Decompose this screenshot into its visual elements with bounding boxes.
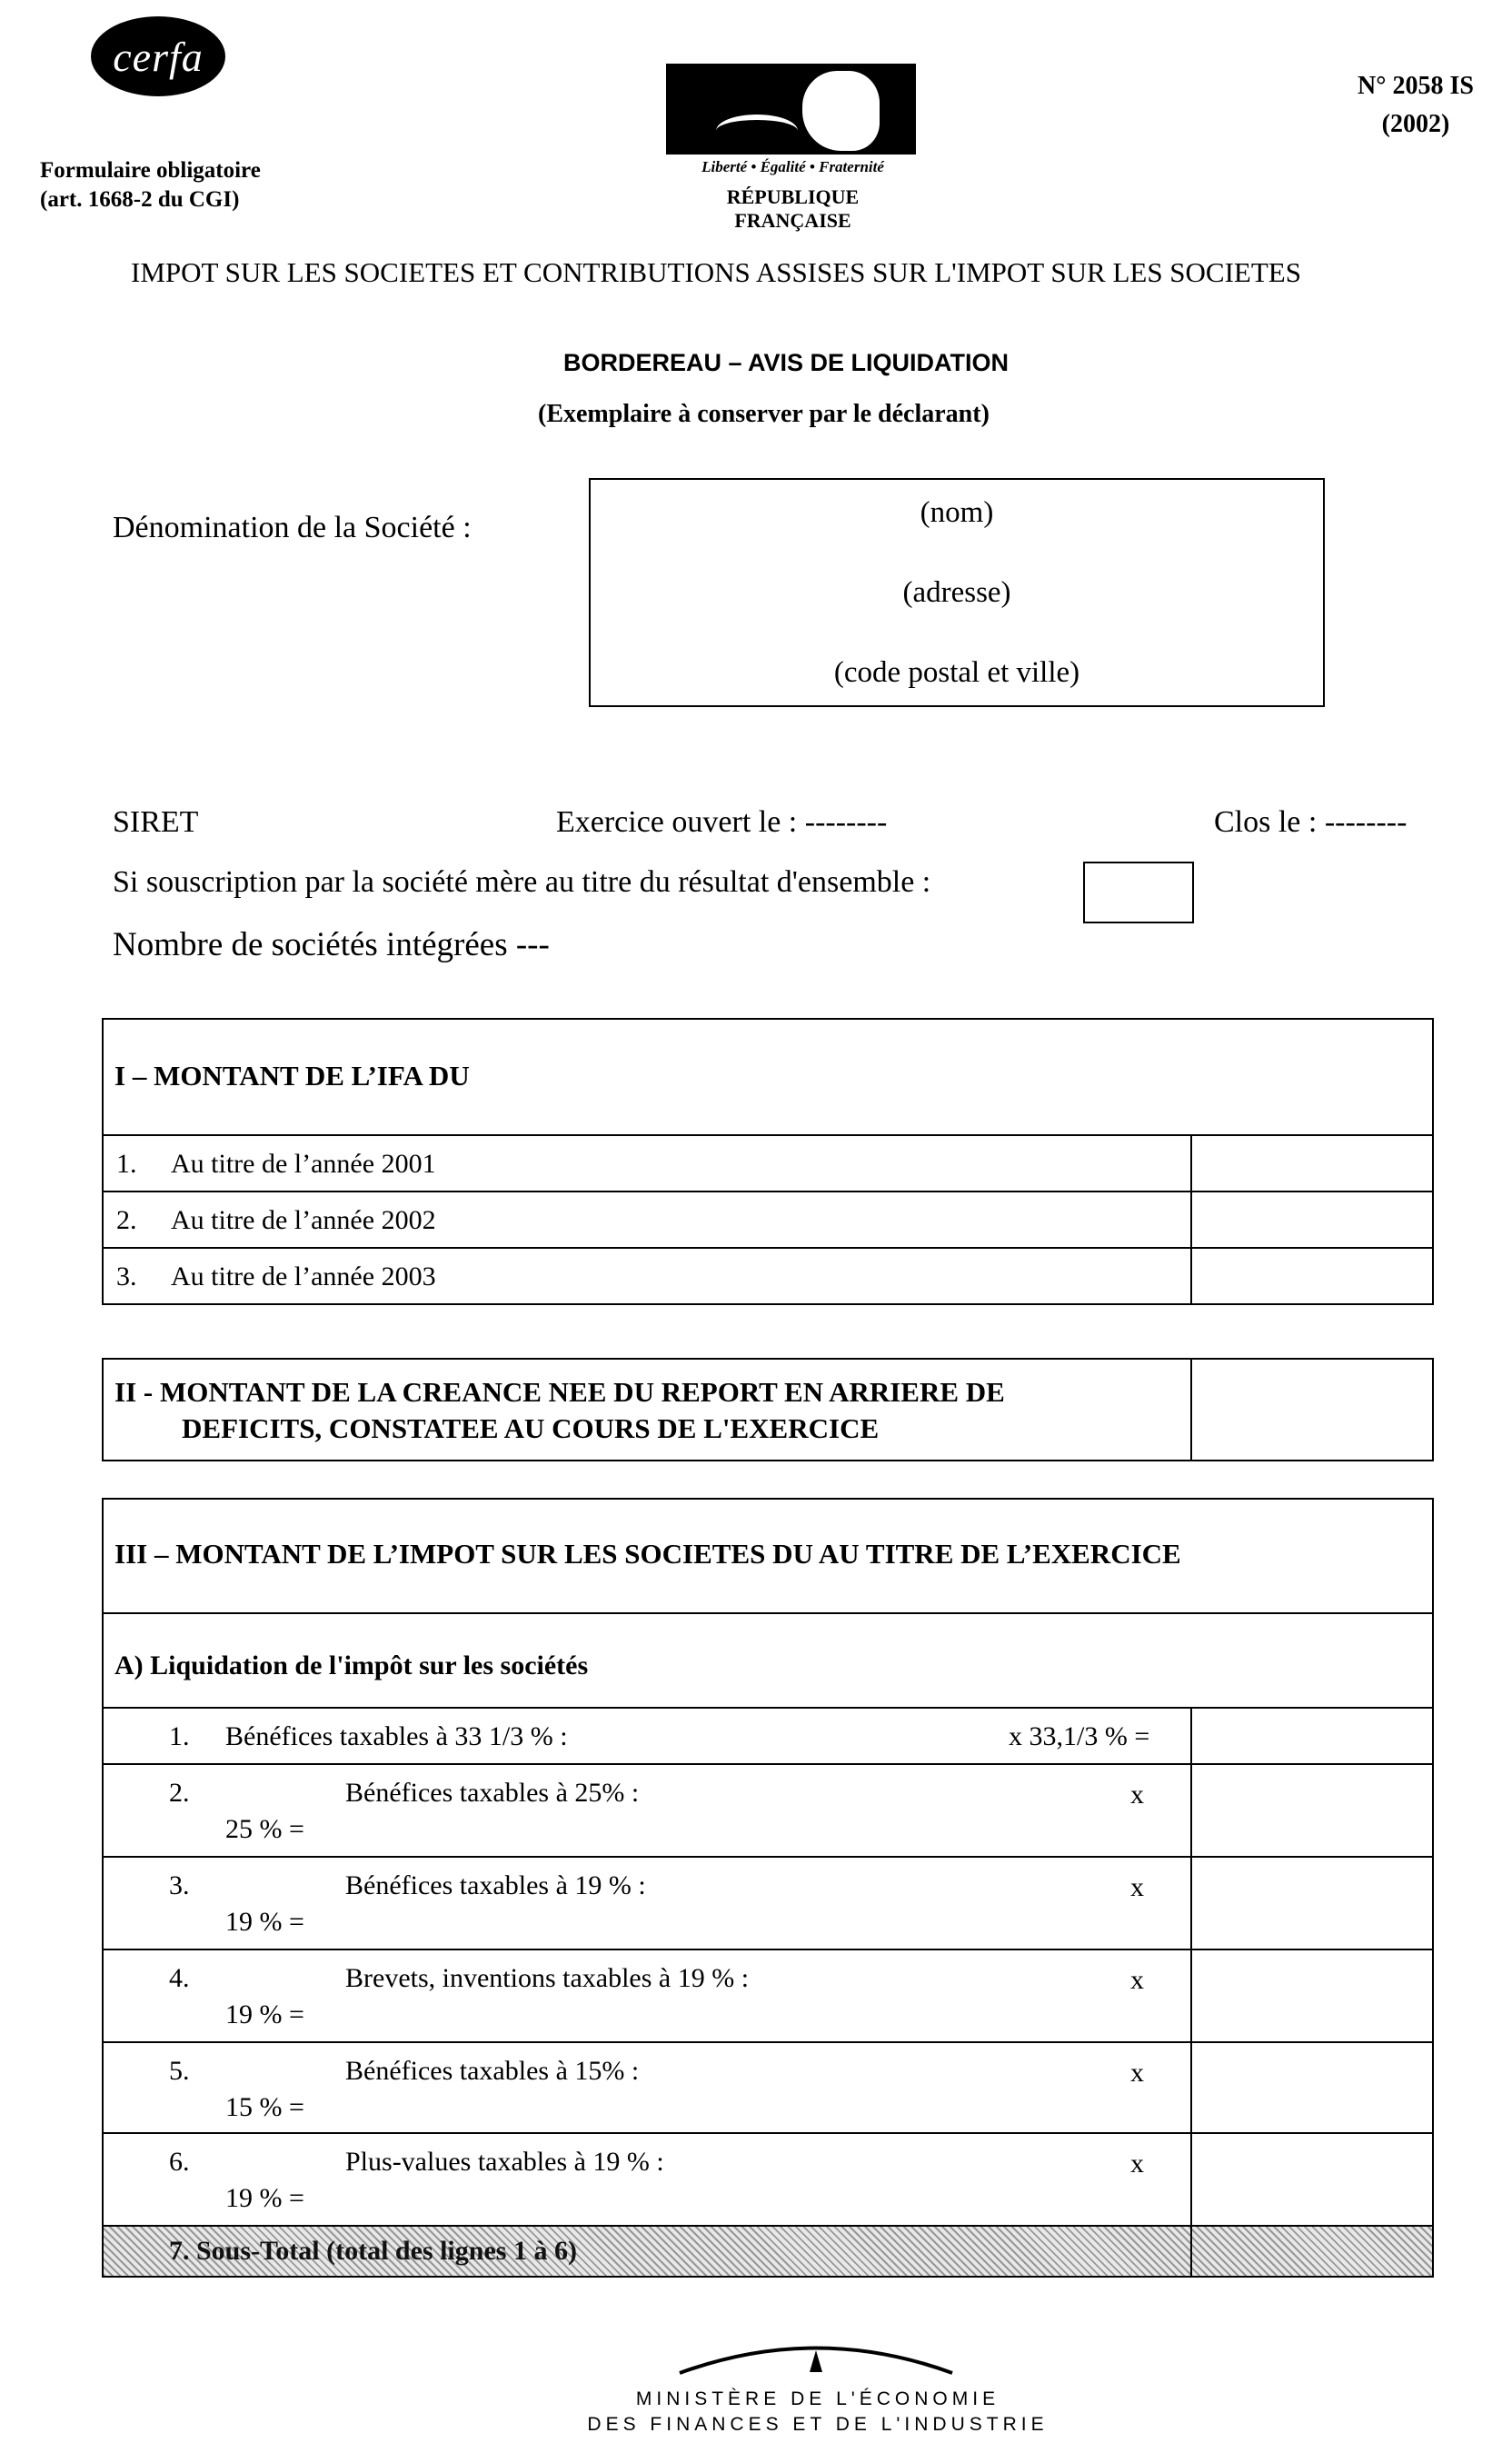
ifa-2002-value-cell[interactable] (1190, 1192, 1432, 1247)
company-address-field[interactable]: (adresse) (902, 576, 1011, 609)
devise: Liberté • Égalité • Fraternité (701, 158, 884, 175)
row-rate: 25 % = (225, 1814, 304, 1844)
section-creance-table (102, 1358, 1434, 1461)
row-label: Brevets, inventions taxables à 19 % : (345, 1963, 750, 1993)
form-obligatoire-note (40, 156, 261, 214)
row-number: 5. (169, 2056, 190, 2086)
is-25-value-cell[interactable] (1190, 1765, 1432, 1856)
plus-values-19-value-cell[interactable] (1190, 2134, 1432, 2225)
copy-note: (Exemplaire à conserver par le déclarant) (538, 400, 990, 428)
section-ifa-table (102, 1018, 1434, 1305)
form-number (1334, 67, 1497, 144)
page-title: IMPOT SUR LES SOCIETES ET CONTRIBUTIONS ASSISES SUR L'IMPOT SUR LES SOCIETES (131, 256, 1301, 288)
table-row (104, 1247, 1432, 1303)
exercice-close-field[interactable]: Clos le : -------- (1214, 805, 1408, 839)
is-19-value-cell[interactable] (1190, 1858, 1432, 1949)
row-multiply: x (1130, 2149, 1144, 2179)
subtotal-row (104, 2225, 1432, 2276)
company-name-field[interactable]: (nom) (920, 496, 994, 529)
row-rate: 19 % = (225, 2183, 304, 2213)
row-rate: 15 % = (225, 2092, 304, 2122)
row-number: 2. (116, 1205, 137, 1235)
row-label: Au titre de l’année 2003 (171, 1261, 436, 1291)
subtotal-value-cell[interactable] (1190, 2227, 1432, 2276)
row-label: Au titre de l’année 2002 (171, 1205, 436, 1235)
row-number: 6. (169, 2147, 190, 2177)
form-obligatoire-label: Formulaire obligatoire (40, 158, 261, 183)
liquidation-subheader (104, 1612, 1432, 1707)
republique-francaise: RÉPUBLIQUE FRANÇAISE (726, 185, 860, 232)
row-number: 2. (169, 1778, 190, 1808)
ministere-arc-logo (671, 2332, 961, 2378)
marianne-head-shape (802, 71, 880, 151)
form-number-label: N° 2058 IS (1358, 72, 1474, 100)
ifa-2001-value-cell[interactable] (1190, 1136, 1432, 1191)
liquidation-title: A) Liquidation de l'impôt sur les sociétés (114, 1650, 589, 1680)
is-15-value-cell[interactable] (1190, 2043, 1432, 2132)
row-rate: x 33,1/3 % = (1009, 1721, 1150, 1751)
row-label: Bénéfices taxables à 25% : (345, 1778, 640, 1808)
row-multiply: x (1130, 1780, 1144, 1810)
ministere-footer (545, 2387, 1090, 2438)
souscription-checkbox[interactable] (1083, 862, 1194, 923)
ifa-2003-value-cell[interactable] (1190, 1249, 1432, 1303)
row-label: Bénéfices taxables à 19 % : (345, 1870, 646, 1900)
table-row (104, 1707, 1432, 1763)
table-row (104, 1134, 1432, 1191)
company-postcode-field[interactable]: (code postal et ville) (833, 656, 1080, 689)
nombre-societes-field[interactable]: Nombre de sociétés intégrées --- (113, 926, 550, 963)
section-creance-title-line1: II - MONTANT DE LA CREANCE NEE DU REPORT EN ARRIERE DE (114, 1376, 1005, 1408)
form-article-label: (art. 1668-2 du CGI) (40, 187, 240, 212)
table-row (104, 1856, 1432, 1949)
row-number: 1. (169, 1721, 190, 1751)
row-number: 3. (169, 1870, 190, 1900)
row-multiply: x (1130, 1965, 1144, 1995)
table-row (104, 1949, 1432, 2041)
ministere-line1: MINISTÈRE DE L'ÉCONOMIE (635, 2388, 1000, 2409)
section-ifa-title: I – MONTANT DE L’IFA DU (114, 1060, 470, 1092)
row-number: 1. (116, 1149, 137, 1179)
denomination-label: Dénomination de la Société : (113, 511, 472, 544)
marianne-logo (666, 64, 916, 155)
ministere-line2: DES FINANCES ET DE L'INDUSTRIE (587, 2414, 1049, 2435)
souscription-label: Si souscription par la société mère au titre du résultat d'ensemble : (113, 865, 931, 899)
table-row (104, 1763, 1432, 1856)
row-number: 3. (116, 1261, 137, 1291)
marianne-wave-shape (716, 115, 798, 147)
row-label: Bénéfices taxables à 15% : (345, 2056, 640, 2086)
section-impot-table (102, 1498, 1434, 2278)
row-label: Plus-values taxables à 19 % : (345, 2147, 664, 2177)
row-label: Bénéfices taxables à 33 1/3 % : (225, 1721, 568, 1751)
creance-value-cell[interactable] (1190, 1360, 1432, 1460)
cerfa-logo: cerfa (91, 16, 225, 96)
table-row (104, 1191, 1432, 1247)
section-creance-title-line2: DEFICITS, CONSTATEE AU COURS DE L'EXERCICE (182, 1412, 880, 1444)
row-multiply: x (1130, 1872, 1144, 1902)
page-subtitle: BORDEREAU – AVIS DE LIQUIDATION (563, 349, 1010, 376)
subtotal-label: 7. Sous-Total (total des lignes 1 à 6) (169, 2236, 577, 2266)
table-row (104, 2132, 1432, 2225)
row-rate: 19 % = (225, 1907, 304, 1937)
company-address-box[interactable] (589, 478, 1325, 707)
row-number: 4. (169, 1963, 190, 1993)
exercice-open-field[interactable]: Exercice ouvert le : -------- (556, 805, 888, 839)
siret-label: SIRET (113, 805, 199, 839)
row-multiply: x (1130, 2058, 1144, 2088)
row-label: Au titre de l’année 2001 (171, 1149, 436, 1179)
is-33-value-cell[interactable] (1190, 1709, 1432, 1763)
section-impot-title: III – MONTANT DE L’IMPOT SUR LES SOCIETES DU AU TITRE DE L’EXERCICE (114, 1538, 1181, 1570)
form-year-label: (2002) (1381, 110, 1450, 138)
brevets-19-value-cell[interactable] (1190, 1950, 1432, 2041)
table-row (104, 2041, 1432, 2132)
row-rate: 19 % = (225, 1999, 304, 2029)
